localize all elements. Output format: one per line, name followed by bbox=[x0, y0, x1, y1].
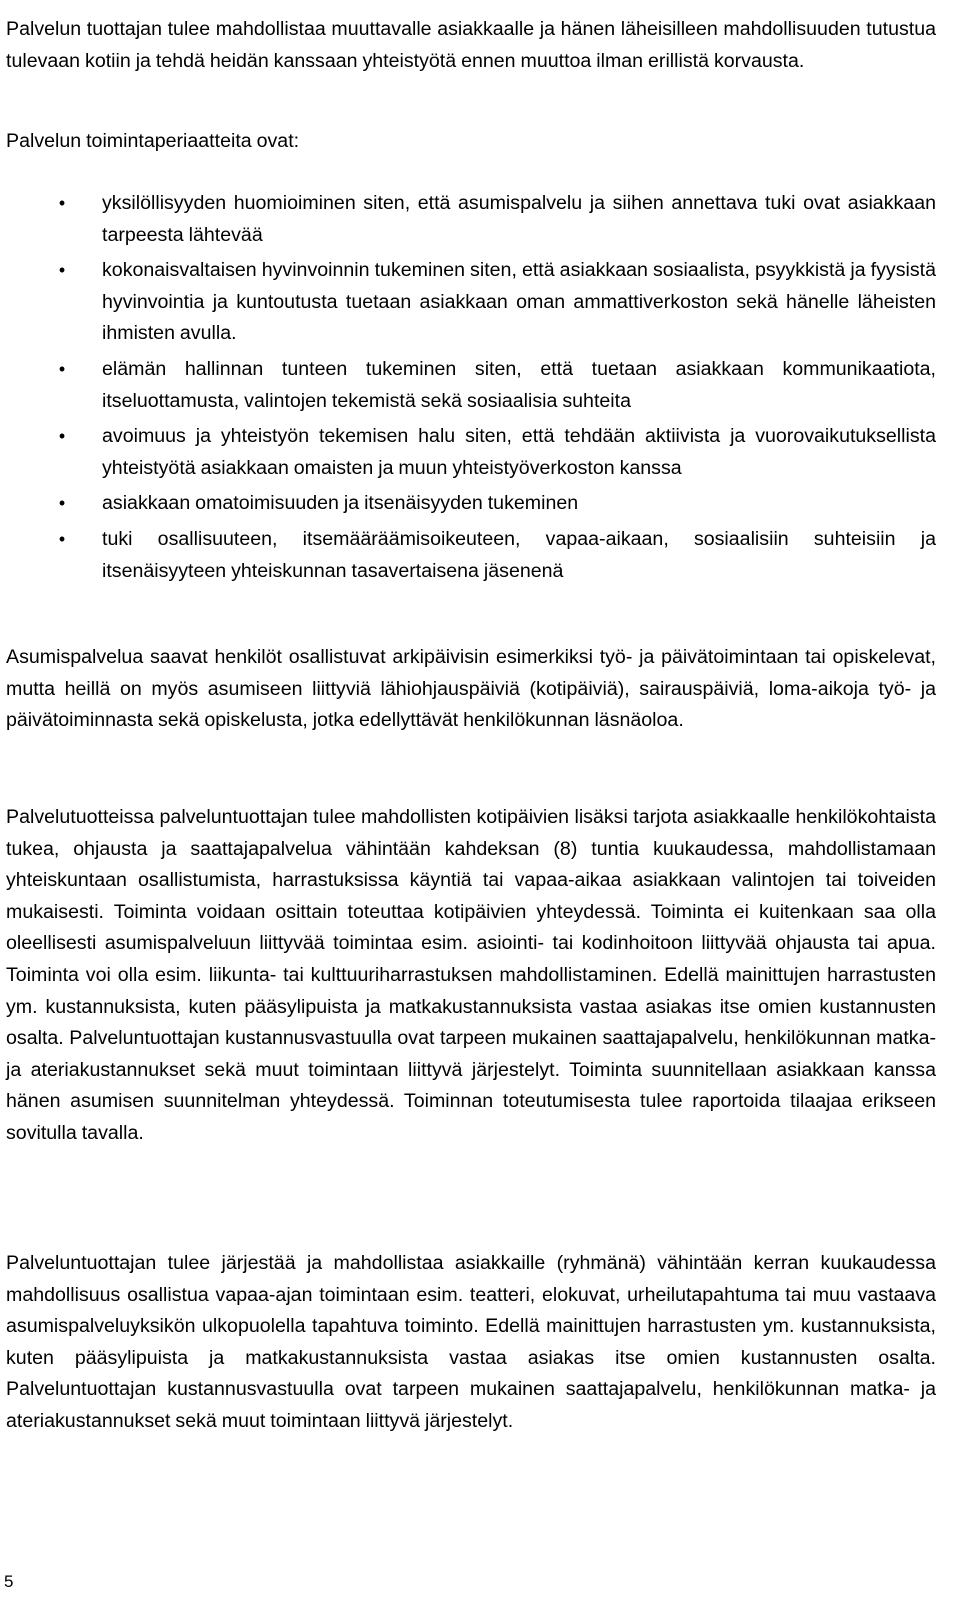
bullet-icon: • bbox=[58, 358, 66, 379]
list-item bbox=[6, 524, 936, 587]
list-item-text: kokonaisvaltaisen hyvinvoinnin tukeminen siten, että asiakkaan sosiaalista, psyykkistä ja fyysistä hyvinvointia ja kuntoutusta tuetaan asiakkaan oman ammattiverkoston sekä hänelle läheisten ihmisten avulla. bbox=[102, 259, 936, 345]
bullet-icon: • bbox=[58, 528, 66, 549]
bullet-icon: • bbox=[58, 426, 66, 447]
page-number: 5 bbox=[4, 1572, 14, 1591]
list-item-text: asiakkaan omatoimisuuden ja itsenäisyyden tukeminen bbox=[102, 492, 579, 515]
paragraph-group-leisure: Palveluntuottajan tulee järjestää ja mahdollistaa asiakkaille (ryhmänä) vähintään kerran kuukaudessa mahdollisuus osallistua vapaa-ajan toimintaan esim. teatteri, elokuvat, urheilutapahtuma tai muu vastaava asumispalveluyksikön ulkopuolella tapahtuva toiminto. Edellä mainittujen harrastusten ym. kustannuksista, kuten pääsylipuista ja matkakustannuksista vastaa asiakas itse omien kustannusten osalta. Palveluntuottajan kustannusvastuulla ovat tarpeen mukainen saattajapalvelu, henkilökunnan matka- ja ateriakustannukset sekä muut toimintaan liittyvä järjestelyt. bbox=[6, 1252, 936, 1432]
list-item-text: avoimuus ja yhteistyön tekemisen halu siten, että tehdään aktiivista ja vuorovaikutuksellista yhteistyötä asiakkaan omaisten ja muun yhteistyöverkoston kanssa bbox=[102, 425, 936, 479]
list-item bbox=[6, 188, 936, 251]
bullet-icon: • bbox=[58, 493, 66, 514]
paragraph-move-in: Palvelun tuottajan tulee mahdollistaa muuttavalle asiakkaalle ja hänen läheisilleen mahdollisuuden tutustua tulevaan kotiin ja tehdä heidän kanssaan yhteistyötä ennen muuttoa ilman erillistä korvausta. bbox=[6, 18, 936, 72]
list-item bbox=[6, 488, 936, 520]
principles-list bbox=[6, 188, 936, 591]
list-item bbox=[6, 255, 936, 350]
list-item-text: elämän hallinnan tunteen tukeminen siten, että tuetaan asiakkaan kommunikaatiota, itseluottamusta, valintojen tekemistä sekä sosiaalisia suhteita bbox=[102, 357, 936, 412]
list-item bbox=[6, 421, 936, 484]
paragraph-daily-participation: Asumispalvelua saavat henkilöt osallistuvat arkipäivisin esimerkiksi työ- ja päivätoimintaan tai opiskelevat, mutta heillä on myös asumiseen liittyviä lähiohjauspäiviä (kotipäiviä), sairauspäiviä, loma-aikoja työ- ja päivätoiminnasta sekä opiskelusta, jotka edellyttävät henkilökunnan läsnäoloa. bbox=[6, 646, 936, 732]
paragraph-personal-support: Palvelutuotteissa palveluntuottajan tulee mahdollisten kotipäivien lisäksi tarjota asiakkaalle henkilökohtaista tukea, ohjausta ja saattajapalvelua vähintään kahdeksan (8) tuntia kuukaudessa, mahdollistamaan yhteiskuntaan osallistumista, harrastuksissa käyntiä tai vapaa-aikaa asiakkaan valintojen tai toiveiden mukaisesti. Toiminta voidaan osittain toteuttaa kotipäivien yhteydessä. Toiminta ei kuitenkaan saa olla oleellisesti asumispalveluun liittyvää toimintaa esim. asiointi- tai kodinhoitoon liittyvää ohjausta tai apua. Toiminta voi olla esim. liikunta- tai kulttuuriharrastuksen mahdollistaminen. Edellä mainittujen harrastusten ym. kustannuksista, kuten pääsylipuista ja matkakustannuksista vastaa asiakas itse omien kustannusten osalta. Palveluntuottajan kustannusvastuulla ovat tarpeen mukainen saattajapalvelu, henkilökunnan matka- ja ateriakustannukset sekä muut toimintaan liittyvä järjestelyt. Toiminta suunnitellaan asiakkaan kanssa hänen asumisen suunnitelman yhteydessä. Toiminnan toteutumisesta tulee raportoida tilaajaa erikseen sovitulla tavalla. bbox=[6, 806, 936, 1144]
list-item bbox=[6, 354, 936, 417]
principles-intro: Palvelun toimintaperiaatteita ovat: bbox=[6, 130, 300, 152]
bullet-icon: • bbox=[58, 260, 66, 281]
list-item-text: tuki osallisuuteen, itsemääräämisoikeuteen, vapaa-aikaan, sosiaalisiin suhteisiin ja itsenäisyyteen yhteiskunnan tasavertaisena jäsenenä bbox=[102, 527, 936, 582]
list-item-text: yksilöllisyyden huomioiminen siten, että asumispalvelu ja siihen annettava tuki ovat asiakkaan tarpeesta lähtevää bbox=[102, 192, 936, 246]
bullet-icon: • bbox=[58, 193, 66, 213]
